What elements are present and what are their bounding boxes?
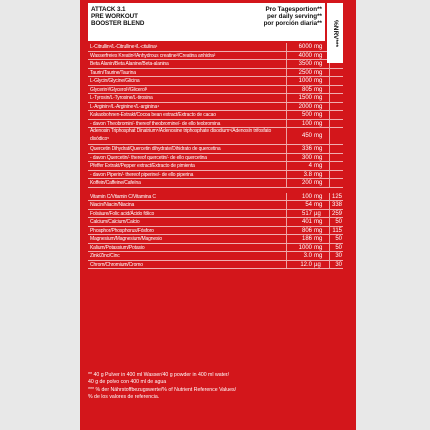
ingredient-name: L-Glycin/Glycine/Glicina [90,78,140,84]
table-row [88,235,343,244]
column-divider [329,60,330,68]
amount-unit: mg [314,95,323,101]
column-divider [329,244,330,252]
nrv-value: 30 [335,261,342,268]
ingredient-name: Calcium/Calcium/Calcio [90,219,140,225]
nrv-value: 50 [335,236,342,242]
column-divider [329,261,330,269]
amount-value: 806 [301,227,312,234]
ingredient-name: Koffein/Caffeine/Cafeína [90,180,141,186]
column-divider [329,235,330,243]
ingredient-name: Vitamin C/Vitamin C/Vitamina C [90,193,156,200]
column-divider [329,69,330,77]
column-divider [286,120,287,128]
ingredient-name: L-Arginin⁴/L-Arginine⁴/L-arginina⁴ [90,103,160,110]
table-row [88,210,343,219]
amount-unit: mg [314,227,323,234]
column-divider [286,235,287,243]
amount-unit: mg [314,219,323,225]
column-divider [329,94,330,102]
table-row [88,120,343,129]
column-divider [329,171,330,179]
table-row [88,94,343,103]
amount-unit: mg [314,78,323,84]
column-divider [329,111,330,119]
footnote-line: ** 40 g Pulver in 400 ml Wasser/40 g powder in 400 ml water/ [88,372,230,378]
serving-line: Pro Tagesportion** [265,6,322,13]
column-divider [329,179,330,187]
amount-value: 500 [301,112,312,118]
table-row [88,103,343,112]
column-divider [286,244,287,252]
column-divider [286,43,287,51]
column-divider [286,111,287,119]
table-row [88,154,343,163]
column-divider [286,179,287,187]
amount-value: 3.0 [303,253,312,259]
amount-unit: mg [314,146,323,152]
column-divider [329,227,330,235]
amount-value: 12.0 [300,261,312,268]
footnote-line: % de los valores de referencia. [88,394,160,401]
column-divider [286,86,287,94]
table-row [88,86,343,95]
column-divider [329,77,330,85]
ingredient-name: - davon Piperin/- thereof piperine/- de ello piperina [90,171,194,178]
amount-value: 54 [305,202,312,208]
nrv-value: 115 [332,227,342,234]
column-divider [329,86,330,94]
column-divider [286,77,287,85]
footnote-line: 40 g de polvo con 400 ml de agua [88,379,167,386]
table-row [88,218,343,227]
column-divider [329,193,330,201]
table-row [88,179,343,188]
column-divider [286,171,287,179]
ingredient-name: - davon Quercetin/- thereof quercetin/- de ello quercetina [90,154,207,161]
amount-value: 186 [301,236,312,242]
column-divider [286,69,287,77]
product-name [91,6,144,28]
amount-value: 1500 [298,95,312,101]
amount-value: 450 [301,133,312,139]
table-row [88,77,343,86]
column-divider [329,252,330,260]
ingredient-name: Magnesium/Magnesium/Magnesio [90,236,162,242]
amount-value: 805 [301,86,312,93]
column-divider [286,145,287,153]
amount-unit: mg [314,103,323,110]
product-line: PRE WORKOUT [91,13,138,21]
nrv-value: 30 [335,253,342,259]
column-divider [286,60,287,68]
serving-line: per daily serving** [267,13,322,21]
amount-unit: µg [314,261,321,268]
amount-value: 1000 [298,244,312,251]
ingredient-name: Folsäure/Folic acid/Ácido fólico [90,210,155,217]
column-divider [286,162,287,170]
column-divider [329,162,330,170]
amount-unit: mg [314,171,323,178]
ingredient-name: L-Tyrosin/L-Tyrosine/L-tirosina [90,95,153,101]
ingredients-table [88,43,343,269]
column-divider [286,193,287,201]
amount-value: 4 [308,163,312,169]
column-divider [329,103,330,111]
ingredient-name: Taurin/Taurine/Taurina [90,69,136,76]
amount-unit: mg [314,154,323,161]
footnote-line: *** % der Nährstoffbezugswerte/% of Nutrient Reference Values/ [88,386,237,393]
table-row [88,111,343,120]
table-row [88,69,343,78]
ingredient-name: Pfeffer Extrakt/Pepper extract/Extracto de pimienta [90,163,195,169]
nrv-value: 259 [331,210,342,217]
amount-unit: mg [314,193,323,200]
amount-unit: mg [314,112,323,118]
nrv-value: 50 [335,244,342,251]
column-divider [286,227,287,235]
column-divider [329,43,330,51]
table-row [88,193,343,202]
column-divider [286,128,287,144]
ingredient-name: L-Citrullin¹/L-Citrulline¹/L-citulina¹ [90,44,158,50]
column-divider [329,52,330,60]
table-row [88,201,343,210]
product-line: BOOSTER BLEND [91,20,145,28]
column-divider [329,120,330,128]
column-divider [286,201,287,209]
amount-value: 100 [301,193,312,200]
column-divider [329,201,330,209]
amount-unit: mg [314,52,323,59]
table-row [88,171,343,180]
column-divider [329,145,330,153]
amount-unit: mg [314,253,323,259]
table-row [88,261,343,270]
ingredient-name: Wasserfreies Kreatin²/Anhydrous creatine²/Creatina anhidra² [90,52,216,59]
column-divider [286,218,287,226]
ingredient-name: Beta Alanin/Beta Alanine/Beta-alanina [90,61,169,67]
amount-unit: µg [314,210,321,217]
amount-value: 300 [301,154,312,161]
nrv-value: 125 [331,193,342,200]
amount-value: 4000 [298,52,312,59]
table-row [88,52,343,61]
ingredient-name: Chrom/Chromium/Cromo [90,261,143,268]
nrv-header-text: %NRV*** [331,19,339,47]
ingredient-name: Niacin/Niacin/Niacina [90,202,135,208]
amount-value: 100 [301,120,312,127]
table-row [88,60,343,69]
amount-unit: mg [314,69,323,76]
table-row [88,128,343,145]
table-row [88,162,343,171]
amount-value: 2500 [298,69,312,76]
column-divider [286,52,287,60]
column-divider [286,261,287,269]
amount-unit: mg [314,120,323,127]
serving-header [264,6,322,28]
column-divider [286,210,287,218]
amount-unit: mg [314,244,323,251]
table-row [88,252,343,261]
table-row [88,244,343,253]
ingredient-name: Glycerin³/Glycerol³/Glicerol³ [90,86,148,93]
column-divider [286,252,287,260]
column-divider [329,210,330,218]
ingredient-name: Adenosin Triphosphat Dinatrium⁵/Adenosine triphosphate disodium⁵/Adenosín trifosfato disódico⁵ [90,128,272,142]
ingredient-name: Phosphor/Phosphorus/Fósforo [90,227,154,234]
column-divider [286,103,287,111]
column-divider [286,94,287,102]
nrv-value: 50 [335,219,342,225]
column-divider [329,128,330,144]
nrv-value: 338 [331,202,342,208]
table-row [88,43,343,52]
ingredient-name: Zink/Zinc/Cinc [90,253,120,259]
amount-value: 1000 [298,78,312,84]
amount-value: 336 [301,146,312,152]
product-line: ATTACK 3.1 [91,6,126,13]
serving-line: por porción diaria** [263,20,322,28]
amount-value: 200 [301,180,312,186]
footnotes [88,372,343,402]
column-divider [286,154,287,162]
ingredient-name: - davon Theobromin/- thereof theobromine/- de ello teobromina [90,120,221,127]
amount-unit: mg [314,180,323,186]
amount-unit: mg [314,44,323,50]
amount-value: 401 [301,219,312,225]
table-row [88,227,343,236]
ingredient-name: Quercetin Dihydrat/Quercetin dihydrate/Dihidrato de quercetina [90,146,221,152]
amount-value: 3.8 [303,171,312,178]
amount-value: 517 [301,210,312,217]
table-row [88,145,343,154]
ingredient-name: Kalium/Potassium/Potasio [90,244,145,251]
column-divider [329,218,330,226]
amount-unit: mg [314,202,323,208]
ingredient-name: Kakaobohnen-Extrakt/Cocoa bean extract/Extracto de cacao [90,112,216,118]
amount-value: 2000 [298,103,312,110]
amount-unit: mg [314,236,323,242]
amount-value: 3500 [298,61,312,67]
amount-unit: mg [314,61,323,67]
label-header [88,3,325,41]
column-divider [329,154,330,162]
amount-value: 6000 [298,44,312,50]
amount-unit: mg [314,133,323,139]
amount-unit: mg [314,86,323,93]
amount-unit: mg [314,163,323,169]
